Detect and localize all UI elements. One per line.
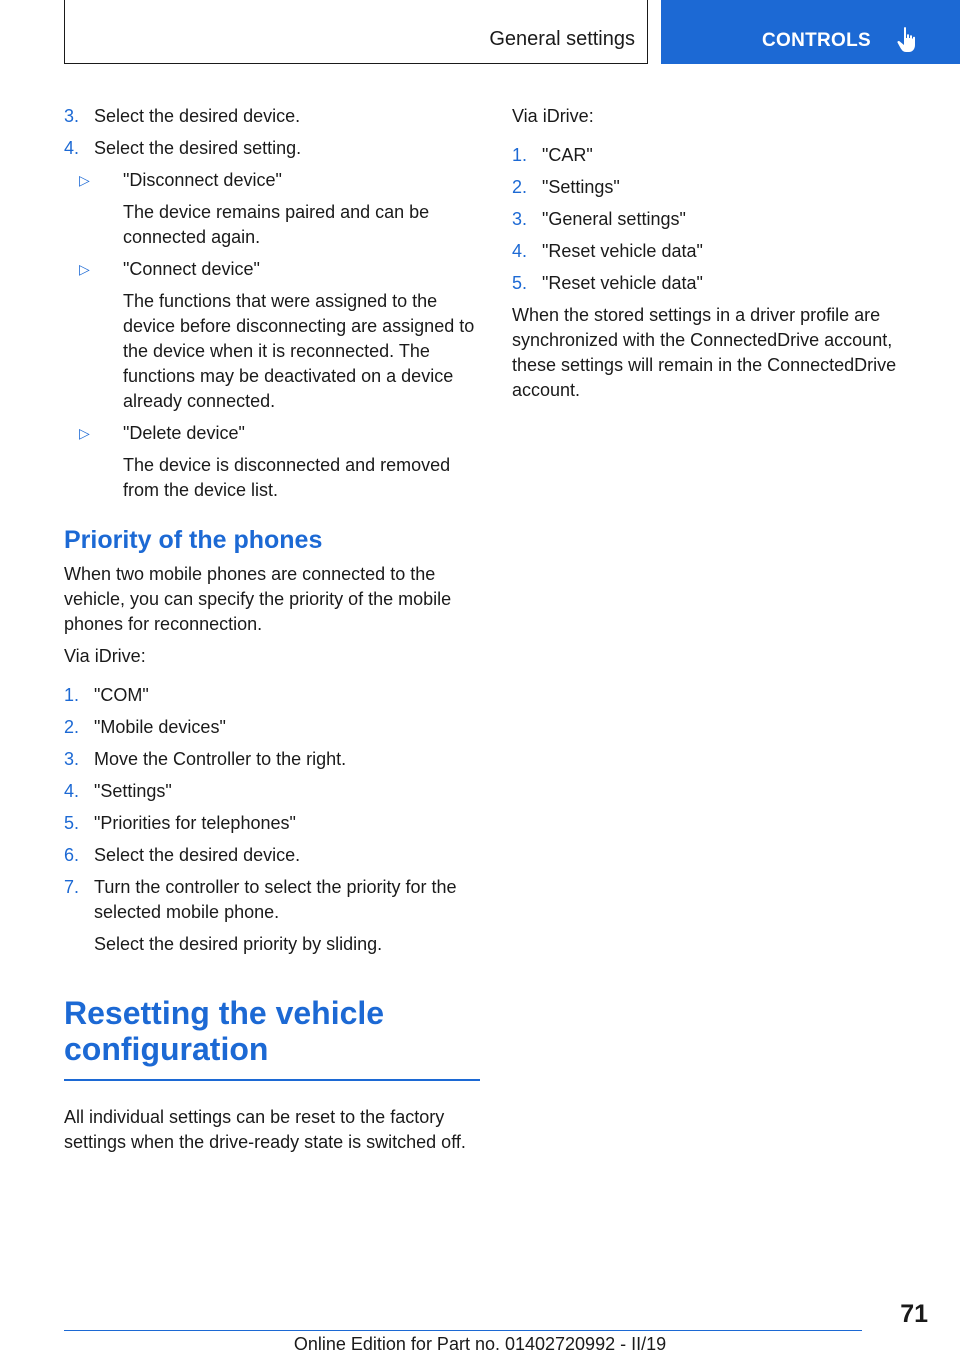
list-item: 5. "Priorities for telephones"	[64, 813, 296, 833]
pointing-hand-icon	[895, 26, 919, 54]
list-item: 2. "Mobile devices"	[64, 717, 226, 737]
reset-intro: All individual settings can be reset to the factory settings when the drive-ready state is switched off.	[64, 1106, 466, 1152]
priority-intro: When two mobile phones are connected to the vehicle, you can specify the priority of the mobile phones for reconnection.	[64, 564, 452, 634]
header-section-title: General settings	[489, 28, 635, 50]
option-description: The device remains paired and can be connected again.	[123, 202, 430, 247]
page-number: 71	[900, 1300, 928, 1328]
list-item: 3. "General settings"	[512, 209, 686, 229]
header-controls-tab	[661, 0, 960, 64]
list-item: 1. "COM"	[64, 685, 149, 705]
list-item: 4. "Settings"	[64, 781, 172, 801]
triangle-bullet-icon: ▷	[79, 261, 90, 277]
header-tab-label: CONTROLS	[762, 30, 872, 51]
option-item: ▷ "Connect device"	[64, 257, 478, 282]
triangle-bullet-icon: ▷	[79, 172, 90, 188]
option-item: ▷ "Disconnect device"	[64, 168, 478, 193]
list-item: 6. Select the desired device.	[64, 845, 301, 865]
priority-heading: Priority of the phones	[64, 526, 323, 554]
header-section-box	[64, 0, 648, 64]
left-column	[64, 104, 478, 1162]
closing-paragraph: When the stored settings in a driver profile are synchronized with the ConnectedDrive account, these settings will remain in the ConnectedDrive account.	[512, 305, 897, 400]
list-item: 3. Select the desired device.	[64, 106, 301, 126]
footer-divider	[64, 1330, 862, 1331]
reset-heading: Resetting the vehicle configuration	[64, 995, 385, 1067]
step-note: Select the desired priority by sliding.	[94, 934, 383, 954]
heading-divider	[64, 1079, 480, 1081]
via-idrive-label: Via iDrive:	[512, 106, 594, 126]
option-description: The device is disconnected and removed from the device list.	[123, 455, 451, 500]
list-item: 3. Move the Controller to the right.	[64, 749, 347, 769]
list-item: 4. "Reset vehicle data"	[512, 241, 703, 261]
list-item: 7. Turn the controller to select the priority for the selected mobile phone.	[64, 877, 457, 922]
footer-edition: Online Edition for Part no. 01402720992 - II/19	[293, 1334, 667, 1354]
option-description: The functions that were assigned to the device before disconnecting are assigned to the device when it is reconnected. The functions may be deactivated on a device already connected.	[123, 291, 475, 411]
triangle-bullet-icon: ▷	[79, 425, 90, 441]
list-item: 5. "Reset vehicle data"	[512, 273, 703, 293]
right-column	[512, 104, 932, 410]
via-idrive-label: Via iDrive:	[64, 646, 146, 666]
list-item: 1. "CAR"	[512, 145, 593, 165]
list-item: 4. Select the desired setting.	[64, 138, 302, 158]
option-item: ▷ "Delete device"	[64, 421, 478, 446]
list-item: 2. "Settings"	[512, 177, 620, 197]
